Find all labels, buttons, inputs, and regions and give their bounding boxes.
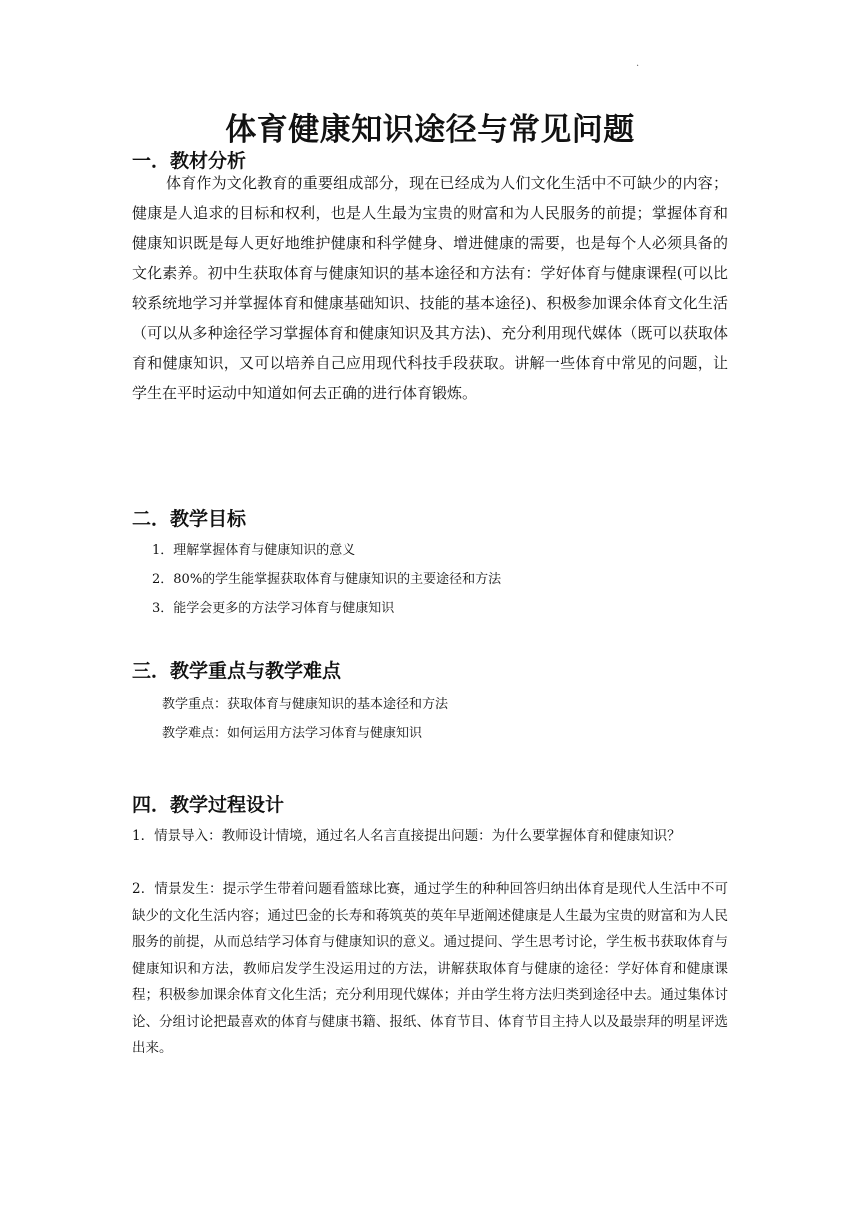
goal-item: 3．能学会更多的方法学习体育与健康知识 (152, 601, 395, 616)
process-step-2: 2．情景发生：提示学生带着问题看篮球比赛，通过学生的种种回答归纳出体育是现代人生活中不可缺少的文化生活内容；通过巴金的长寿和蒋筑英的英年早逝阐述健康是人生最为宝贵的财富和为人民服务的前提，从而总结学习体育与健康知识的意义。通过提问、学生思考讨论，学生板书获取体育与健康知识和方法，教师启发学生没运用过的方法，讲解获取体育与健康的途径：学好体育和健康课程；积极参加课余体育文化生活；充分利用现代媒体；并由学生将方法归类到途径中去。通过集体讨论、分组讨论把最喜欢的体育与健康书籍、报纸、体育节目、体育节目主持人以及最崇拜的明星评选出来。 (132, 881, 728, 1056)
page-dot-mark: . (636, 58, 640, 69)
section-heading-key-points: 三．教学重点与教学难点 (132, 660, 342, 682)
process-step-1: 1．情景导入：教师设计情境，通过名人名言直接提出问题：为什么要掌握体育和健康知识？ (132, 828, 681, 844)
analysis-paragraph (132, 168, 728, 408)
analysis-text: 体育作为文化教育的重要组成部分，现在已经成为人们文化生活中不可缺少的内容；健康是人追求的目标和权利，也是人生最为宝贵的财富和为人民服务的前提；掌握体育和健康知识既是每人更好地维护健康和科学健身、增进健康的需要，也是每个人必须具备的文化素养。初中生获取体育与健康知识的基本途径和方法有：学好体育与健康课程(可以比较系统地学习并掌握体育和健康基础知识、技能的基本途径)、积极参加课余体育文化生活（可以从多种途径学习掌握体育和健康知识及其方法)、充分利用现代媒体（既可以获取体育和健康知识，又可以培养自己应用现代科技手段获取。讲解一些体育中常见的问题，让学生在平时运动中知道如何去正确的进行体育锻炼。 (132, 174, 728, 402)
section-heading-analysis: 一．教材分析 (132, 150, 247, 172)
goal-item: 1．理解掌握体育与健康知识的意义 (152, 543, 356, 558)
key-point-item: 教学重点：获取体育与健康知识的基本途径和方法 (162, 697, 449, 712)
difficulty-item: 教学难点：如何运用方法学习体育与健康知识 (162, 726, 423, 741)
document-title: 体育健康知识途径与常见问题 (225, 112, 635, 148)
goal-item: 2．80%的学生能掌握获取体育与健康知识的主要途径和方法 (152, 572, 502, 587)
section-heading-goals: 二．教学目标 (132, 508, 247, 530)
section-heading-process: 四．教学过程设计 (132, 794, 285, 816)
